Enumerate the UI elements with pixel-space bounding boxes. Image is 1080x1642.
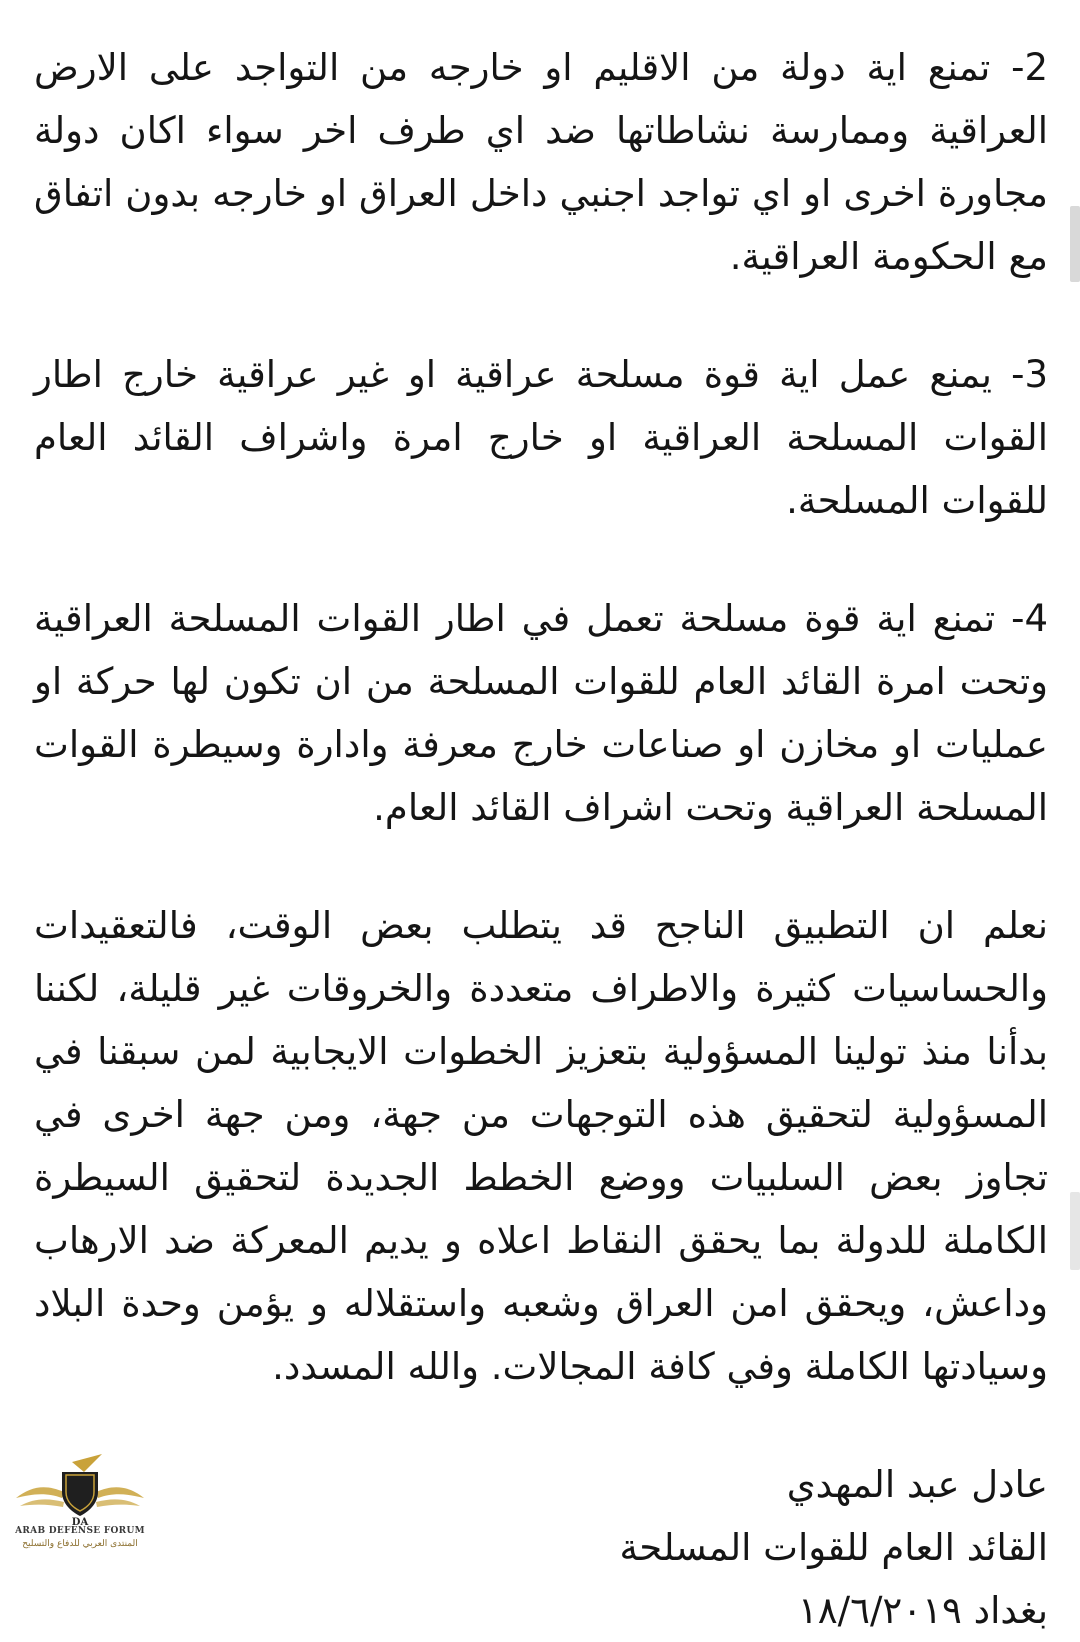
watermark-abbr: DA bbox=[71, 1517, 89, 1528]
watermark-arabic-text: المنتدى العربي للدفاع والتسليح bbox=[22, 1539, 138, 1549]
document-body bbox=[34, 36, 1048, 1642]
arab-defense-forum-watermark bbox=[6, 1446, 154, 1554]
paragraph-closing: نعلم ان التطبيق الناجح قد يتطلب بعض الوقت، فالتعقيدات والحساسيات كثيرة والاطراف متعددة والخروقات غير قليلة، لكننا بدأنا منذ تولينا المسؤولية بتعزيز الخطوات الايجابية لمن سبقنا في المسؤولية لتحقيق هذه التوجهات من جهة، ومن جهة اخرى في تجاوز بعض السلبيات ووضع الخطط الجديدة لتحقيق السيطرة الكاملة للدولة بما يحقق النقاط اعلاه و يديم المعركة ضد الارهاب وداعش، ويحقق امن العراق وشعبه واستقلاله و يؤمن وحدة البلاد وسيادتها الكاملة وفي كافة المجالات. والله المسدد. bbox=[34, 904, 1048, 1388]
watermark-english-text: ARAB DEFENSE FORUM bbox=[15, 1526, 145, 1536]
signature-place-date: بغداد ١٨/٦/٢٠١٩ bbox=[797, 1589, 1048, 1632]
signature-title: القائد العام للقوات المسلحة bbox=[619, 1526, 1048, 1569]
eagle-shield-logo-icon bbox=[6, 1446, 154, 1528]
signature-block bbox=[34, 1453, 1048, 1642]
paragraph-item-2: 2- تمنع اية دولة من الاقليم او خارجه من التواجد على الارض العراقية وممارسة نشاطاتها ضد اي طرف اخر سواء اكان دولة مجاورة اخرى او اي تواجد اجنبي داخل العراق او خارجه بدون اتفاق مع الحكومة العراقية. bbox=[34, 46, 1048, 278]
scrollbar-thumb[interactable] bbox=[1070, 206, 1080, 282]
paragraph-item-3: 3- يمنع عمل اية قوة مسلحة عراقية او غير عراقية خارج اطار القوات المسلحة العراقية او خارج امرة واشراف القائد العام للقوات المسلحة. bbox=[34, 353, 1048, 522]
scrollbar-thumb-lower[interactable] bbox=[1070, 1192, 1080, 1270]
paragraph-item-4: 4- تمنع اية قوة مسلحة تعمل في اطار القوات المسلحة العراقية وتحت امرة القائد العام للقوات المسلحة من ان تكون لها حركة او عمليات او مخازن او صناعات خارج معرفة وادارة وسيطرة القوات المسلحة العراقية وتحت اشراف القائد العام. bbox=[34, 597, 1048, 829]
signature-name: عادل عبد المهدي bbox=[786, 1463, 1048, 1506]
